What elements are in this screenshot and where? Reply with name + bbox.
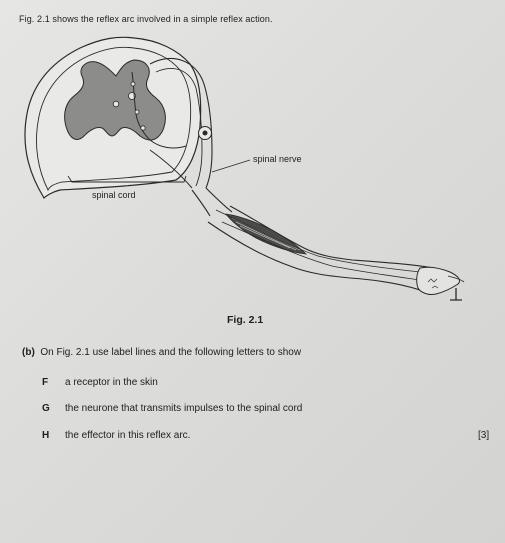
synapse-dot: [141, 126, 145, 130]
item-text-g: the neurone that transmits impulses to the spinal cord: [65, 403, 303, 414]
central-canal: [113, 101, 119, 107]
figure-caption: Fig. 2.1: [227, 314, 264, 326]
item-letter-f: F: [42, 377, 49, 388]
item-letter-h: H: [42, 430, 50, 441]
question-part-label: (b): [22, 347, 35, 358]
item-text-f: a receptor in the skin: [65, 377, 158, 388]
spinal-nerve-lower-edge: [192, 190, 210, 216]
question-text: On Fig. 2.1 use label lines and the following letters to show: [40, 347, 302, 358]
ganglion-cell-body: [203, 131, 208, 136]
pin-icon: [450, 288, 462, 300]
synapse-dot: [135, 110, 139, 114]
hand: [417, 267, 460, 294]
marks-allocation: [3]: [478, 430, 490, 441]
question-prompt: [22, 348, 301, 358]
spinal-nerve-upper-edge: [206, 188, 232, 212]
arm: [208, 206, 464, 300]
item-letter-g: G: [42, 403, 50, 414]
upper-arm-outline-bottom: [208, 222, 420, 290]
spinal-cord-label: spinal cord: [92, 190, 136, 200]
spinal-nerve-label: spinal nerve: [253, 154, 302, 164]
intro-text: Fig. 2.1 shows the reflex arc involved in a simple reflex action.: [19, 14, 273, 24]
item-text-h: the effector in this reflex arc.: [65, 430, 191, 441]
synapse-dot: [131, 82, 135, 86]
spinal-nerve-label-line: [212, 160, 250, 172]
spinal-cord-section: [25, 37, 201, 198]
